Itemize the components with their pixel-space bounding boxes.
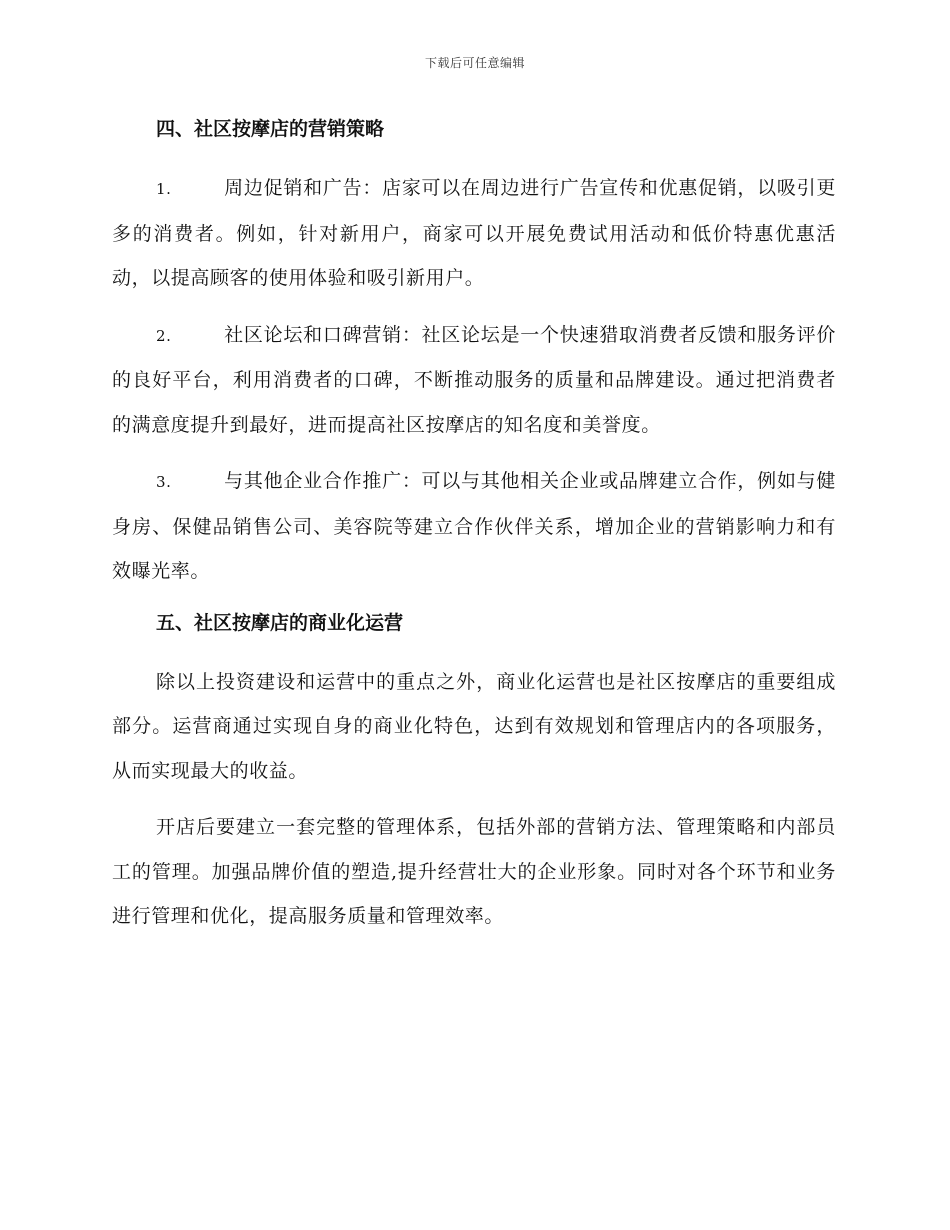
document-body xyxy=(112,112,836,951)
list-item-2 xyxy=(112,313,836,448)
page-header-note: 下载后可任意编辑 xyxy=(424,56,525,70)
list-item-1-text: 周边促销和广告：店家可以在周边进行广告宣传和优惠促销，以吸引更多的消费者。例如，针对新用户，商家可以开展免费试用活动和低价特惠优惠活动，以提高顾客的使用体验和吸引新用户。 xyxy=(112,177,836,289)
list-item-1 xyxy=(112,166,836,301)
list-item-1-number: 1. xyxy=(156,180,172,198)
list-item-3-text: 与其他企业合作推广：可以与其他相关企业或品牌建立合作，例如与健身房、保健品销售公司、美容院等建立合作伙伴关系，增加企业的营销影响力和有效曝光率。 xyxy=(112,470,836,582)
section-5-paragraph-1: 除以上投资建设和运营中的重点之外，商业化运营也是社区按摩店的重要组成部分。运营商通过实现自身的商业化特色，达到有效规划和管理店内的各项服务，从而实现最大的收益。 xyxy=(112,670,836,782)
section-5-heading: 五、社区按摩店的商业化运营 xyxy=(156,611,404,634)
list-item-3 xyxy=(112,459,836,594)
section-4-heading: 四、社区按摩店的营销策略 xyxy=(156,118,385,140)
list-item-2-number: 2. xyxy=(156,326,172,345)
list-item-2-text: 社区论坛和口碑营销：社区论坛是一个快速猎取消费者反馈和服务评价的良好平台，利用消费者的口碑，不断推动服务的质量和品牌建设。通过把消费者的满意度提升到最好，进而提高社区按摩店的知名度和美誉度。 xyxy=(112,323,836,436)
list-item-3-number: 3. xyxy=(156,473,172,491)
section-5-paragraph-2: 开店后要建立一套完整的管理体系，包括外部的营销方法、管理策略和内部员工的管理。加强品牌价值的塑造,提升经营壮大的企业形象。同时对各个环节和业务进行管理和优化，提高服务质量和管理效率。 xyxy=(112,816,836,927)
